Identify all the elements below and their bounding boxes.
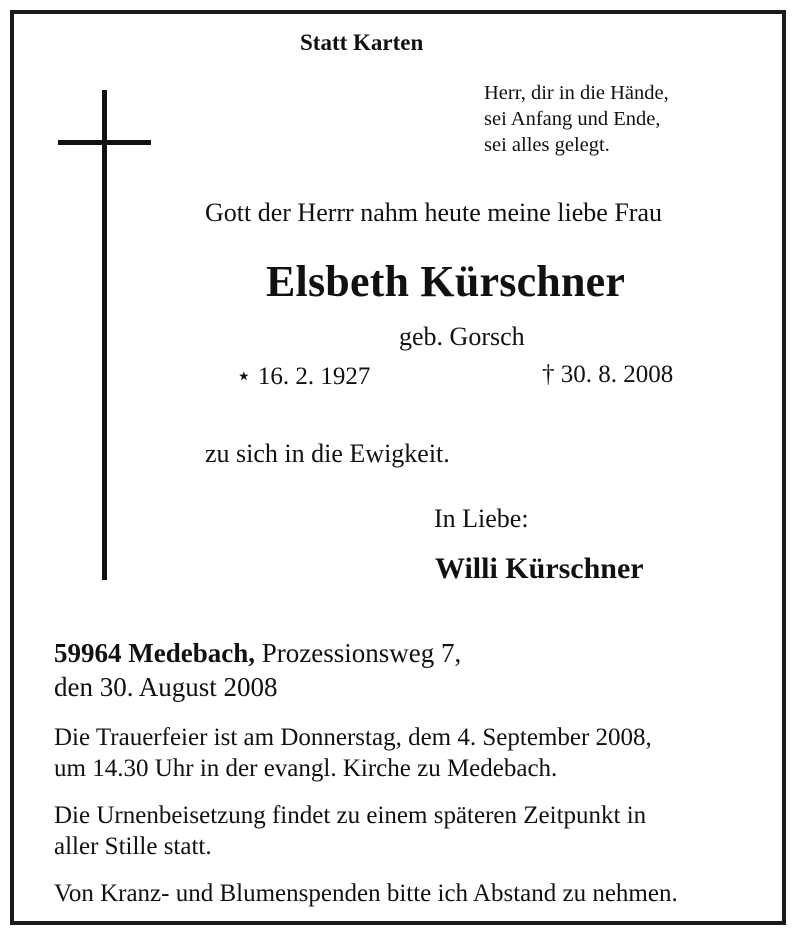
header-statt-karten: Statt Karten (300, 30, 424, 55)
verse-line: Herr, dir in die Hände, (484, 82, 669, 104)
birth-date: ⋆ 16. 2. 1927 (236, 363, 371, 390)
address-street: Prozessionsweg 7, (254, 638, 462, 668)
deceased-name: Elsbeth Kürschner (266, 257, 626, 306)
verse (484, 80, 669, 158)
verse-line: sei alles gelegt. (484, 134, 610, 156)
paragraph-funeral (54, 722, 652, 784)
intro-line: Gott der Herrr nahm heute meine liebe Frau (205, 198, 662, 227)
paragraph-line: Die Trauerfeier ist am Donnerstag, dem 4. September 2008, (54, 724, 652, 751)
paragraph-flowers (54, 878, 678, 909)
paragraph-line: um 14.30 Uhr in der evangl. Kirche zu Medebach. (54, 755, 558, 782)
love-line: In Liebe: (434, 504, 529, 533)
obituary-notice (10, 10, 786, 925)
address-line (54, 638, 461, 669)
address-city: 59964 Medebach, (54, 638, 255, 668)
cross-icon (102, 90, 107, 580)
eternity-line: zu sich in die Ewigkeit. (205, 439, 450, 468)
paragraph-line: Die Urnenbeisetzung findet zu einem späteren Zeitpunkt in (54, 802, 647, 829)
death-date: † 30. 8. 2008 (542, 361, 674, 388)
paragraph-urn-burial (54, 800, 646, 862)
cross-icon-bar (58, 140, 151, 145)
signer-name: Willi Kürschner (435, 552, 644, 585)
date-line: den 30. August 2008 (54, 672, 278, 702)
maiden-name: geb. Gorsch (399, 322, 525, 351)
verse-line: sei Anfang und Ende, (484, 108, 661, 130)
paragraph-line: aller Stille statt. (54, 833, 212, 860)
paragraph-line: Von Kranz- und Blumenspenden bitte ich Abstand zu nehmen. (54, 880, 678, 907)
